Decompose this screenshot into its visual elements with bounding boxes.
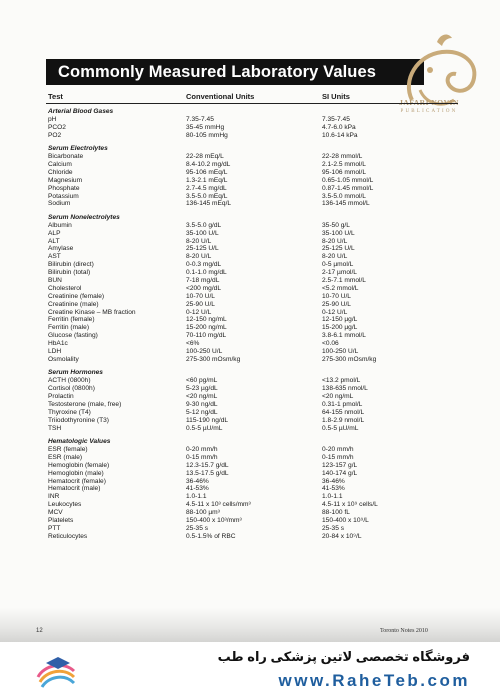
cell-si: 136-145 mmol/L — [322, 200, 370, 208]
cell-si: 0-20 mm/h — [322, 446, 354, 453]
cell-conventional: 5-23 µg/dL — [186, 385, 218, 393]
cell-si: <20 ng/mL — [322, 393, 354, 401]
header-divider — [46, 103, 458, 104]
cell-test: ESR (female) — [48, 446, 88, 453]
cell-conventional: 41-53% — [186, 485, 209, 493]
cell-conventional: 25-90 U/L — [186, 300, 215, 308]
cell-conventional: 12-150 ng/mL — [186, 316, 227, 324]
cell-conventional: 100-250 U/L — [186, 348, 223, 356]
cell-test: PO2 — [48, 131, 62, 139]
cell-test: Calcium — [48, 160, 72, 168]
cell-si: 25-35 s — [322, 524, 344, 532]
cell-si: 25-125 U/L — [322, 245, 355, 253]
cell-si: 35-100 U/L — [322, 229, 355, 237]
cell-si: 0-5 µmol/L — [322, 261, 354, 269]
cell-si: 22-28 mmol/L — [322, 153, 363, 161]
cell-test: PCO2 — [48, 123, 66, 131]
cell-conventional: 0.1-1.0 mg/dL — [186, 269, 227, 277]
cell-conventional: 275-300 mOsm/kg — [186, 355, 241, 363]
cell-test: ACTH (0800h) — [48, 377, 91, 385]
test-column — [48, 108, 184, 541]
cell-test: Cortisol (0800h) — [48, 385, 95, 393]
cell-test: MCV — [48, 509, 63, 517]
cell-test: Hemoglobin (female) — [48, 461, 110, 469]
cell-conventional: 70-110 mg/dL — [186, 332, 227, 340]
cell-si: 3.8-6.1 mmol/L — [322, 332, 366, 340]
cell-test: ALP — [48, 229, 61, 237]
section-heading: Hematologic Values — [48, 438, 111, 446]
column-header-si: SI Units — [322, 92, 350, 101]
cell-conventional: 10-70 U/L — [186, 292, 215, 300]
cell-conventional: 13.5-17.5 g/dL — [186, 469, 229, 477]
cell-conventional: 80-105 mmHg — [186, 131, 228, 139]
cell-conventional: 7.35-7.45 — [186, 115, 214, 123]
cell-si: 88-100 fL — [322, 509, 350, 517]
column-header-conventional: Conventional Units — [186, 92, 255, 101]
section-heading-spacer — [322, 145, 458, 153]
cell-si: 8-20 U/L — [322, 237, 348, 245]
cell-si: 0.87-1.45 mmol/L — [322, 184, 374, 192]
cell-test: Potassium — [48, 192, 79, 200]
cell-si: 4.5-11 x 10⁹ cells/L — [322, 501, 378, 509]
section-heading-spacer — [186, 214, 320, 222]
cell-conventional: 12.3-15.7 g/dL — [186, 461, 229, 469]
section-heading-spacer — [322, 108, 458, 116]
cell-si: 20-84 x 10⁹/L — [322, 532, 362, 540]
cell-test: Bilirubin (direct) — [48, 261, 94, 269]
cell-si: 0.31-1 pmol/L — [322, 400, 363, 408]
cell-si: 41-53% — [322, 485, 345, 493]
cell-test: INR — [48, 493, 60, 501]
cell-si: 10.6-14 kPa — [322, 131, 358, 139]
cell-conventional: 9-30 ng/dL — [186, 400, 218, 408]
section-heading: Arterial Blood Gases — [48, 108, 114, 115]
book-title: Toronto Notes 2010 — [380, 628, 428, 634]
cell-test: Thyroxine (T4) — [48, 408, 91, 416]
cell-si: 138-635 nmol/L — [322, 385, 368, 393]
cell-si: <13.2 pmol/L — [322, 377, 361, 385]
cell-conventional: 1.3-2.1 mEq/L — [186, 176, 228, 184]
store-url[interactable]: www.RaheTeb.com — [278, 671, 470, 690]
page-number: 12 — [36, 628, 43, 634]
section-heading: Serum Hormones — [48, 369, 103, 377]
cell-test: HbA1c — [48, 340, 68, 348]
cell-si: 0.5-5 µU/mL — [322, 424, 359, 432]
cell-conventional: <20 ng/mL — [186, 393, 218, 401]
cell-si: 15-200 µg/L — [322, 324, 358, 332]
si-column — [322, 108, 458, 541]
cell-si: 3.5-5.0 mmol/L — [322, 192, 366, 200]
cell-conventional: <6% — [186, 340, 200, 348]
cell-conventional: 15-200 ng/mL — [186, 324, 227, 332]
cell-test: Platelets — [48, 517, 74, 525]
cell-si: 100-250 U/L — [322, 348, 359, 356]
cell-test: Sodium — [48, 200, 71, 208]
cell-si: 0.65-1.05 mmol/L — [322, 176, 374, 184]
cell-conventional: 150-400 x 10³/mm³ — [186, 517, 242, 525]
cell-test: Bilirubin (total) — [48, 269, 91, 277]
cell-si: 36-46% — [322, 477, 345, 485]
cell-test: ALT — [48, 237, 60, 245]
section-heading-spacer — [186, 108, 320, 116]
cell-si: 95-106 mmol/L — [322, 168, 366, 176]
cell-conventional: <200 mg/dL — [186, 284, 222, 292]
cell-si: 25-90 U/L — [322, 300, 351, 308]
cell-test: Osmolality — [48, 355, 79, 363]
cell-si: <5.2 mmol/L — [322, 284, 359, 292]
cell-si: 2.5-7.1 mmol/L — [322, 277, 366, 284]
cell-test: Ferritin (male) — [48, 324, 90, 332]
section-heading-spacer — [322, 369, 458, 377]
cell-test: BUN — [48, 277, 62, 284]
cell-test: Albumin — [48, 221, 72, 229]
cell-conventional: 3.5-5.0 mEq/L — [186, 192, 228, 200]
cell-conventional: 25-125 U/L — [186, 245, 219, 253]
cell-conventional: 1.0-1.1 — [186, 493, 207, 501]
cell-test: Hematocrit (male) — [48, 485, 101, 493]
cell-conventional: 0.5-1.5% of RBC — [186, 532, 236, 540]
cell-conventional: 22-28 mEq/L — [186, 153, 224, 161]
section-heading-spacer — [186, 438, 320, 446]
cell-conventional: 5-12 ng/dL — [186, 408, 218, 416]
cell-conventional: 95-106 mEq/L — [186, 168, 228, 176]
cell-conventional: 0-12 U/L — [186, 308, 212, 316]
cell-conventional: 2.7-4.5 mg/dL — [186, 184, 227, 192]
section-heading-spacer — [322, 214, 458, 222]
cell-conventional: 8.4-10.2 mg/dL — [186, 160, 231, 168]
cell-test: Prolactin — [48, 393, 74, 401]
conventional-column — [186, 108, 320, 541]
cell-si: 2-17 µmol/L — [322, 269, 357, 277]
cell-test: Ferritin (female) — [48, 316, 95, 324]
cell-conventional: 0.5-5 µU/mL — [186, 424, 223, 432]
cell-si: 35-50 g/L — [322, 221, 350, 229]
cell-conventional: <60 pg/mL — [186, 377, 218, 385]
cell-conventional: 35-45 mmHg — [186, 123, 225, 131]
cell-test: Testosterone (male, free) — [48, 400, 122, 408]
cell-conventional: 88-100 µm³ — [186, 509, 220, 517]
cell-test: Bicarbonate — [48, 153, 84, 161]
cell-test: Leukocytes — [48, 501, 82, 509]
cell-si: 10-70 U/L — [322, 292, 351, 300]
cell-conventional: 8-20 U/L — [186, 253, 212, 261]
logo-subtitle: PUBLICATION — [400, 109, 458, 114]
cell-test: LDH — [48, 348, 62, 356]
cell-test: TSH — [48, 424, 62, 432]
store-name: فروشگاه تخصصی لاتین پزشکی راه طب — [217, 649, 470, 664]
cell-conventional: 25-35 s — [186, 524, 208, 532]
section-heading-spacer — [322, 438, 458, 446]
cell-conventional: 7-18 mg/dL — [186, 277, 220, 284]
cell-test: pH — [48, 115, 57, 123]
cell-si: 4.7-6.0 kPa — [322, 123, 356, 131]
cell-si: 1.0-1.1 — [322, 493, 343, 501]
cell-test: Magnesium — [48, 176, 83, 184]
page-fold-shadow — [0, 608, 500, 642]
cell-test: Triiodothyronine (T3) — [48, 416, 109, 424]
cell-test: Reticulocytes — [48, 532, 88, 540]
cell-si: 8-20 U/L — [322, 253, 348, 261]
cell-test: Creatinine (male) — [48, 300, 99, 308]
cell-si: 123-157 g/L — [322, 461, 358, 469]
cell-conventional: 0-20 mm/h — [186, 446, 218, 453]
cell-test: Cholesterol — [48, 284, 82, 292]
cell-si: 140-174 g/L — [322, 469, 358, 477]
cell-conventional: 36-46% — [186, 477, 209, 485]
cell-conventional: 0-0.3 mg/dL — [186, 261, 222, 269]
cell-conventional: 35-100 U/L — [186, 229, 219, 237]
cell-test: PTT — [48, 524, 61, 532]
cell-conventional: 0-15 mm/h — [186, 453, 218, 461]
cell-si: 7.35-7.45 — [322, 115, 350, 123]
cell-conventional: 8-20 U/L — [186, 237, 212, 245]
cell-test: Chloride — [48, 168, 73, 176]
section-heading: Serum Electrolytes — [48, 145, 108, 153]
cell-si: 12-150 µg/L — [322, 316, 358, 324]
section-heading: Serum Nonelectrolytes — [48, 213, 120, 221]
cell-si: <0.06 — [322, 340, 339, 348]
cell-test: Glucose (fasting) — [48, 332, 98, 340]
section-heading-spacer — [186, 145, 320, 153]
cell-si: 150-400 x 10⁹/L — [322, 517, 369, 525]
cell-conventional: 4.5-11 x 10³ cells/mm³ — [186, 501, 251, 509]
cell-test: AST — [48, 253, 61, 261]
cell-conventional: 136-145 mEq/L — [186, 200, 232, 208]
cell-conventional: 115-190 ng/dL — [186, 416, 229, 424]
section-heading-spacer — [186, 369, 320, 377]
cell-si: 2.1-2.5 mmol/L — [322, 160, 366, 168]
cell-conventional: 3.5-5.0 g/dL — [186, 221, 222, 229]
cell-test: Creatine Kinase – MB fraction — [48, 308, 136, 316]
cell-test: Creatinine (female) — [48, 292, 105, 300]
column-header-test: Test — [48, 92, 63, 101]
graduation-cap-icon — [34, 651, 78, 695]
page-title: Commonly Measured Laboratory Values — [58, 62, 377, 81]
cell-test: ESR (male) — [48, 453, 83, 461]
cell-test: Hematocrit (female) — [48, 477, 106, 485]
cell-si: 0-12 U/L — [322, 308, 348, 316]
title-bar — [46, 59, 424, 85]
cell-si: 275-300 mOsm/kg — [322, 355, 377, 363]
cell-si: 64-155 nmol/L — [322, 408, 365, 416]
cell-si: 1.8-2.9 nmol/L — [322, 416, 365, 424]
cell-test: Hemoglobin (male) — [48, 469, 104, 477]
cell-test: Amylase — [48, 245, 74, 253]
cell-si: 0-15 mm/h — [322, 453, 354, 461]
cell-test: Phosphate — [48, 184, 80, 192]
